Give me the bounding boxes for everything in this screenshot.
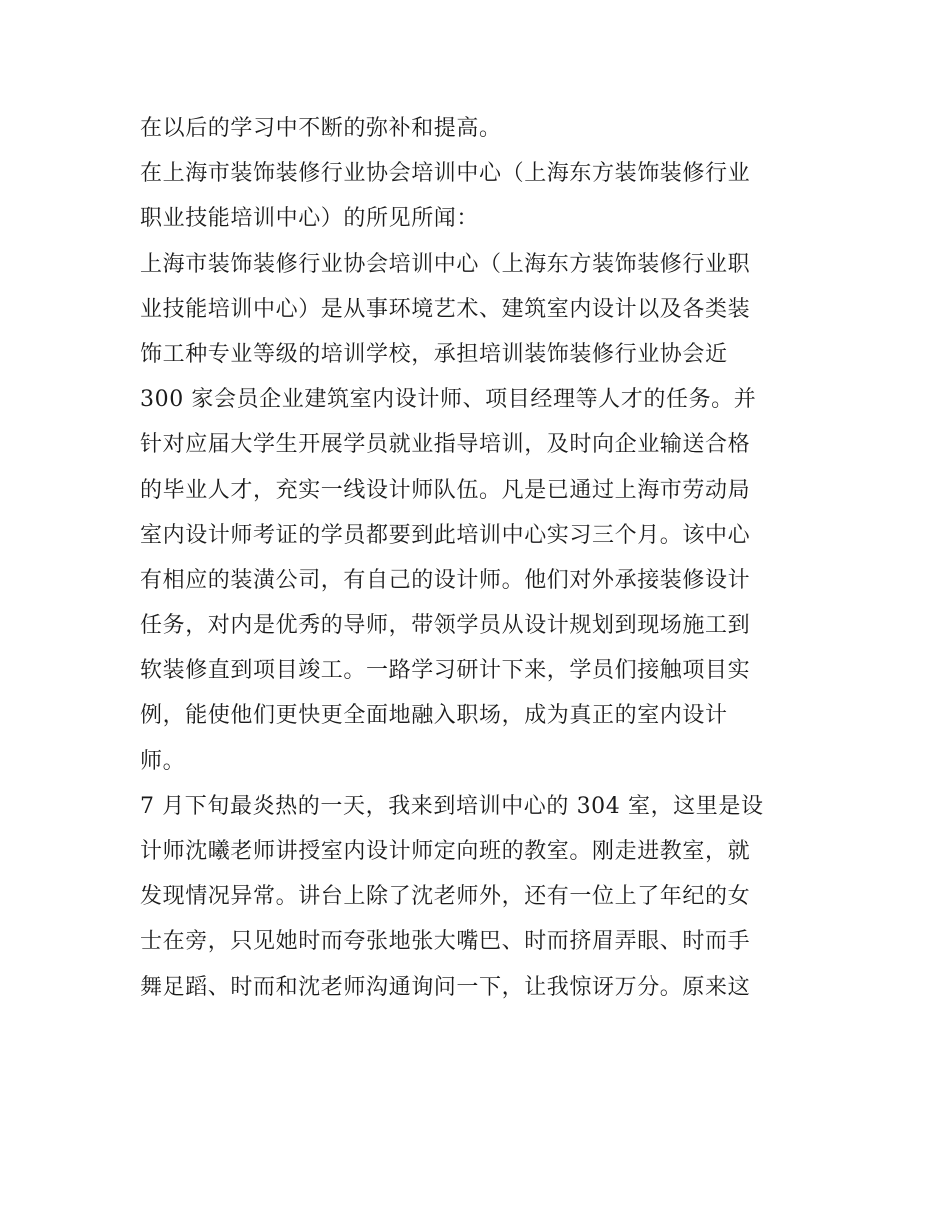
paragraph-1 bbox=[140, 106, 820, 151]
text-line: 在以后的学习中不断的弥补和提高。 bbox=[140, 116, 502, 141]
text-line: 软装修直到项目竣工。一路学习研计下来，学员们接触项目实 bbox=[140, 658, 751, 684]
text-line: 业技能培训中心）是从事环境艺术、建筑室内设计以及各类装 bbox=[140, 296, 751, 322]
text-line: 在上海市装饰装修行业协会培训中心（上海东方装饰装修行业 bbox=[140, 161, 751, 187]
text-line: 例，能使他们更快更全面地融入职场，成为真正的室内设计 bbox=[140, 703, 728, 729]
text-line: 7 月下旬最炎热的一天，我来到培训中心的 304 室，这里是设 bbox=[140, 793, 764, 819]
text-line: 室内设计师考证的学员都要到此培训中心实习三个月。该中心 bbox=[140, 522, 751, 548]
text-line: 士在旁，只见她时而夸张地张大嘴巴、时而挤眉弄眼、时而手 bbox=[140, 929, 751, 955]
text-line: 职业技能培训中心）的所见所闻： bbox=[140, 206, 480, 232]
document-body bbox=[140, 106, 820, 1010]
text-line: 上海市装饰装修行业协会培训中心（上海东方装饰装修行业职 bbox=[140, 251, 751, 277]
text-line: 有相应的装潢公司，有自己的设计师。他们对外承接装修设计 bbox=[140, 567, 751, 593]
text-line: 发现情况异常。讲台上除了沈老师外，还有一位上了年纪的女 bbox=[140, 884, 751, 910]
text-line: 饰工种专业等级的培训学校，承担培训装饰装修行业协会近 bbox=[140, 341, 728, 367]
text-line: 舞足蹈、时而和沈老师沟通询问一下，让我惊讶万分。原来这 bbox=[140, 974, 751, 1000]
text-line: 计师沈曦老师讲授室内设计师定向班的教室。刚走进教室，就 bbox=[140, 839, 751, 864]
text-line: 针对应届大学生开展学员就业指导培训，及时向企业输送合格 bbox=[140, 432, 751, 458]
text-line: 任务，对内是优秀的导师，带领学员从设计规划到现场施工到 bbox=[140, 613, 751, 639]
paragraph-2 bbox=[140, 151, 820, 241]
text-line: 300 家会员企业建筑室内设计师、项目经理等人才的任务。并 bbox=[140, 387, 757, 413]
paragraph-4 bbox=[140, 784, 820, 1010]
paragraph-3 bbox=[140, 242, 820, 784]
text-line: 的毕业人才，充实一线设计师队伍。凡是已通过上海市劳动局 bbox=[140, 477, 751, 503]
text-line: 师。 bbox=[140, 748, 186, 774]
